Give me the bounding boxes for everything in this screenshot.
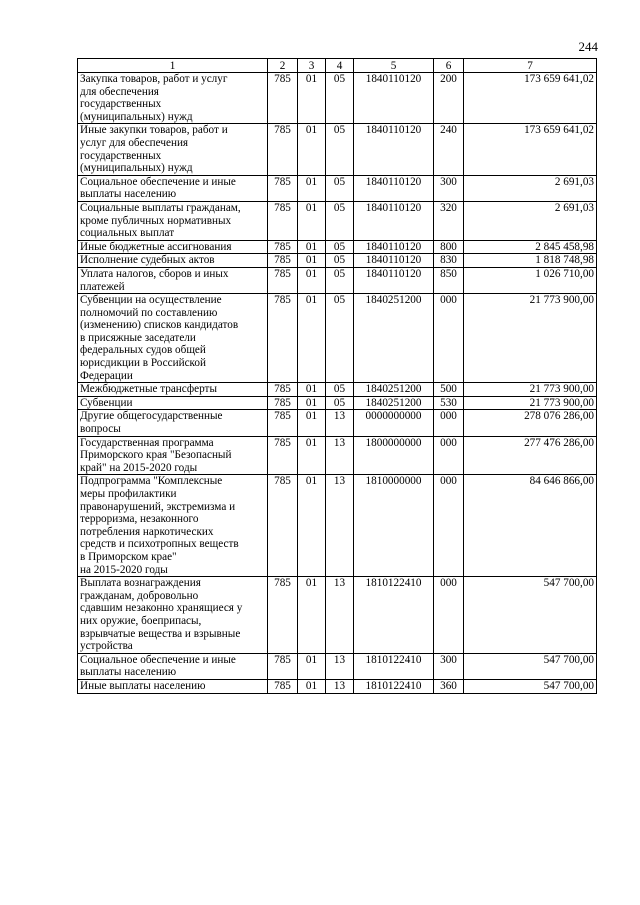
cell-name	[78, 383, 268, 397]
cell-subsection: 13	[326, 475, 354, 577]
cell-amount: 84 646 866,00	[464, 475, 597, 577]
cell-subsection: 13	[326, 679, 354, 693]
cell-expense-type: 850	[434, 267, 464, 293]
cell-expense-type: 530	[434, 396, 464, 410]
header-col-5: 5	[354, 59, 434, 73]
cell-admin-code: 785	[268, 679, 298, 693]
cell-name	[78, 577, 268, 654]
row-description: Межбюджетные трансферты	[80, 383, 217, 396]
cell-section: 01	[298, 679, 326, 693]
cell-subsection: 05	[326, 240, 354, 254]
cell-target-article: 1840110120	[354, 175, 434, 201]
cell-target-article: 0000000000	[354, 410, 434, 436]
cell-admin-code: 785	[268, 240, 298, 254]
cell-amount: 547 700,00	[464, 577, 597, 654]
cell-subsection: 05	[326, 73, 354, 124]
table-row	[78, 383, 597, 397]
cell-amount: 1 818 748,98	[464, 254, 597, 268]
cell-name	[78, 410, 268, 436]
cell-target-article: 1840251200	[354, 294, 434, 383]
cell-amount: 21 773 900,00	[464, 396, 597, 410]
cell-amount: 278 076 286,00	[464, 410, 597, 436]
header-row	[78, 59, 597, 73]
cell-name	[78, 175, 268, 201]
cell-admin-code: 785	[268, 475, 298, 577]
cell-target-article: 1810122410	[354, 679, 434, 693]
table-row	[78, 294, 597, 383]
cell-expense-type: 000	[434, 436, 464, 475]
table-row	[78, 396, 597, 410]
cell-subsection: 13	[326, 410, 354, 436]
cell-subsection: 13	[326, 577, 354, 654]
table-row	[78, 475, 597, 577]
cell-target-article: 1840110120	[354, 254, 434, 268]
cell-amount: 2 845 458,98	[464, 240, 597, 254]
cell-name	[78, 267, 268, 293]
table-row	[78, 254, 597, 268]
cell-expense-type: 320	[434, 201, 464, 240]
cell-admin-code: 785	[268, 410, 298, 436]
cell-amount: 547 700,00	[464, 679, 597, 693]
cell-expense-type: 000	[434, 410, 464, 436]
cell-target-article: 1840110120	[354, 124, 434, 175]
row-description: Иные выплаты населению	[80, 679, 206, 692]
cell-expense-type: 500	[434, 383, 464, 397]
cell-subsection: 05	[326, 201, 354, 240]
cell-amount: 173 659 641,02	[464, 124, 597, 175]
cell-subsection: 13	[326, 653, 354, 679]
cell-amount: 1 026 710,00	[464, 267, 597, 293]
header-col-4: 4	[326, 59, 354, 73]
cell-target-article: 1800000000	[354, 436, 434, 475]
cell-target-article: 1810122410	[354, 577, 434, 654]
cell-expense-type: 800	[434, 240, 464, 254]
cell-admin-code: 785	[268, 124, 298, 175]
cell-name	[78, 396, 268, 410]
cell-amount: 2 691,03	[464, 201, 597, 240]
cell-expense-type: 360	[434, 679, 464, 693]
table-header	[78, 59, 597, 73]
cell-expense-type: 000	[434, 577, 464, 654]
cell-section: 01	[298, 240, 326, 254]
table-row	[78, 653, 597, 679]
cell-section: 01	[298, 653, 326, 679]
cell-admin-code: 785	[268, 201, 298, 240]
cell-expense-type: 300	[434, 653, 464, 679]
cell-name	[78, 240, 268, 254]
row-description: Иные закупки товаров, работ и услуг для обеспечения государственных (муниципальных) нужд	[80, 124, 228, 175]
cell-section: 01	[298, 294, 326, 383]
row-description: Социальное обеспечение и иные выплаты населению	[80, 653, 236, 679]
cell-target-article: 1840251200	[354, 383, 434, 397]
cell-target-article: 1810000000	[354, 475, 434, 577]
header-col-6: 6	[434, 59, 464, 73]
cell-name	[78, 73, 268, 124]
cell-section: 01	[298, 267, 326, 293]
cell-expense-type: 300	[434, 175, 464, 201]
cell-subsection: 05	[326, 254, 354, 268]
cell-subsection: 05	[326, 267, 354, 293]
cell-name	[78, 201, 268, 240]
cell-section: 01	[298, 475, 326, 577]
header-col-1: 1	[78, 59, 268, 73]
cell-expense-type: 200	[434, 73, 464, 124]
cell-expense-type: 830	[434, 254, 464, 268]
cell-amount: 277 476 286,00	[464, 436, 597, 475]
cell-target-article: 1810122410	[354, 653, 434, 679]
cell-admin-code: 785	[268, 294, 298, 383]
cell-section: 01	[298, 436, 326, 475]
cell-admin-code: 785	[268, 73, 298, 124]
row-description: Подпрограмма "Комплексные меры профилактики правонарушений, экстремизма и терроризма, незаконного потребления наркотических средств и психотропных веществ в Приморском крае" на 2015-2020 годы	[80, 475, 239, 576]
cell-subsection: 05	[326, 294, 354, 383]
cell-section: 01	[298, 201, 326, 240]
cell-name	[78, 436, 268, 475]
table-row	[78, 124, 597, 175]
row-description: Социальное обеспечение и иные выплаты населению	[80, 175, 236, 201]
table-row	[78, 240, 597, 254]
row-description: Уплата налогов, сборов и иных платежей	[80, 267, 229, 293]
cell-admin-code: 785	[268, 653, 298, 679]
cell-expense-type: 000	[434, 475, 464, 577]
cell-section: 01	[298, 410, 326, 436]
cell-expense-type: 000	[434, 294, 464, 383]
cell-name	[78, 254, 268, 268]
row-description: Другие общегосударственные вопросы	[80, 410, 223, 436]
cell-admin-code: 785	[268, 396, 298, 410]
cell-target-article: 1840251200	[354, 396, 434, 410]
row-description: Выплата вознаграждения гражданам, добровольно сдавшим незаконно хранящиеся у них оружие, боеприпасы, взрывчатые вещества и взрывные устройства	[80, 577, 243, 653]
cell-target-article: 1840110120	[354, 201, 434, 240]
header-col-7: 7	[464, 59, 597, 73]
cell-name	[78, 653, 268, 679]
cell-section: 01	[298, 124, 326, 175]
table-row	[78, 267, 597, 293]
cell-section: 01	[298, 577, 326, 654]
cell-target-article: 1840110120	[354, 240, 434, 254]
cell-section: 01	[298, 383, 326, 397]
cell-subsection: 05	[326, 383, 354, 397]
page-number: 244	[578, 39, 598, 54]
cell-section: 01	[298, 175, 326, 201]
cell-admin-code: 785	[268, 175, 298, 201]
row-description: Субвенции на осуществление полномочий по составлению (изменению) списков кандидатов в присяжные заседатели федеральных судов общей юрисдикции в Российской Федерации	[80, 294, 239, 382]
row-description: Иные бюджетные ассигнования	[80, 240, 232, 253]
cell-name	[78, 475, 268, 577]
row-description: Социальные выплаты гражданам, кроме публичных нормативных социальных выплат	[80, 201, 241, 240]
header-col-2: 2	[268, 59, 298, 73]
row-description: Субвенции	[80, 396, 133, 409]
cell-admin-code: 785	[268, 436, 298, 475]
header-col-3: 3	[298, 59, 326, 73]
cell-name	[78, 294, 268, 383]
table-row	[78, 73, 597, 124]
cell-target-article: 1840110120	[354, 73, 434, 124]
cell-target-article: 1840110120	[354, 267, 434, 293]
cell-expense-type: 240	[434, 124, 464, 175]
cell-amount: 173 659 641,02	[464, 73, 597, 124]
cell-admin-code: 785	[268, 254, 298, 268]
budget-table	[77, 58, 597, 694]
cell-name	[78, 679, 268, 693]
cell-amount: 21 773 900,00	[464, 294, 597, 383]
cell-admin-code: 785	[268, 267, 298, 293]
row-description: Исполнение судебных актов	[80, 254, 215, 267]
table-row	[78, 679, 597, 693]
table-row	[78, 410, 597, 436]
cell-section: 01	[298, 73, 326, 124]
cell-amount: 2 691,03	[464, 175, 597, 201]
cell-subsection: 05	[326, 124, 354, 175]
table-row	[78, 201, 597, 240]
cell-amount: 547 700,00	[464, 653, 597, 679]
cell-amount: 21 773 900,00	[464, 383, 597, 397]
row-description: Государственная программа Приморского края "Безопасный край" на 2015-2020 годы	[80, 436, 232, 474]
cell-section: 01	[298, 254, 326, 268]
cell-subsection: 13	[326, 436, 354, 475]
cell-subsection: 05	[326, 175, 354, 201]
cell-admin-code: 785	[268, 577, 298, 654]
table-row	[78, 175, 597, 201]
table-row	[78, 577, 597, 654]
row-description: Закупка товаров, работ и услуг для обеспечения государственных (муниципальных) нужд	[80, 73, 228, 123]
cell-admin-code: 785	[268, 383, 298, 397]
table-row	[78, 436, 597, 475]
table-body	[78, 73, 597, 694]
cell-subsection: 05	[326, 396, 354, 410]
cell-name	[78, 124, 268, 175]
cell-section: 01	[298, 396, 326, 410]
